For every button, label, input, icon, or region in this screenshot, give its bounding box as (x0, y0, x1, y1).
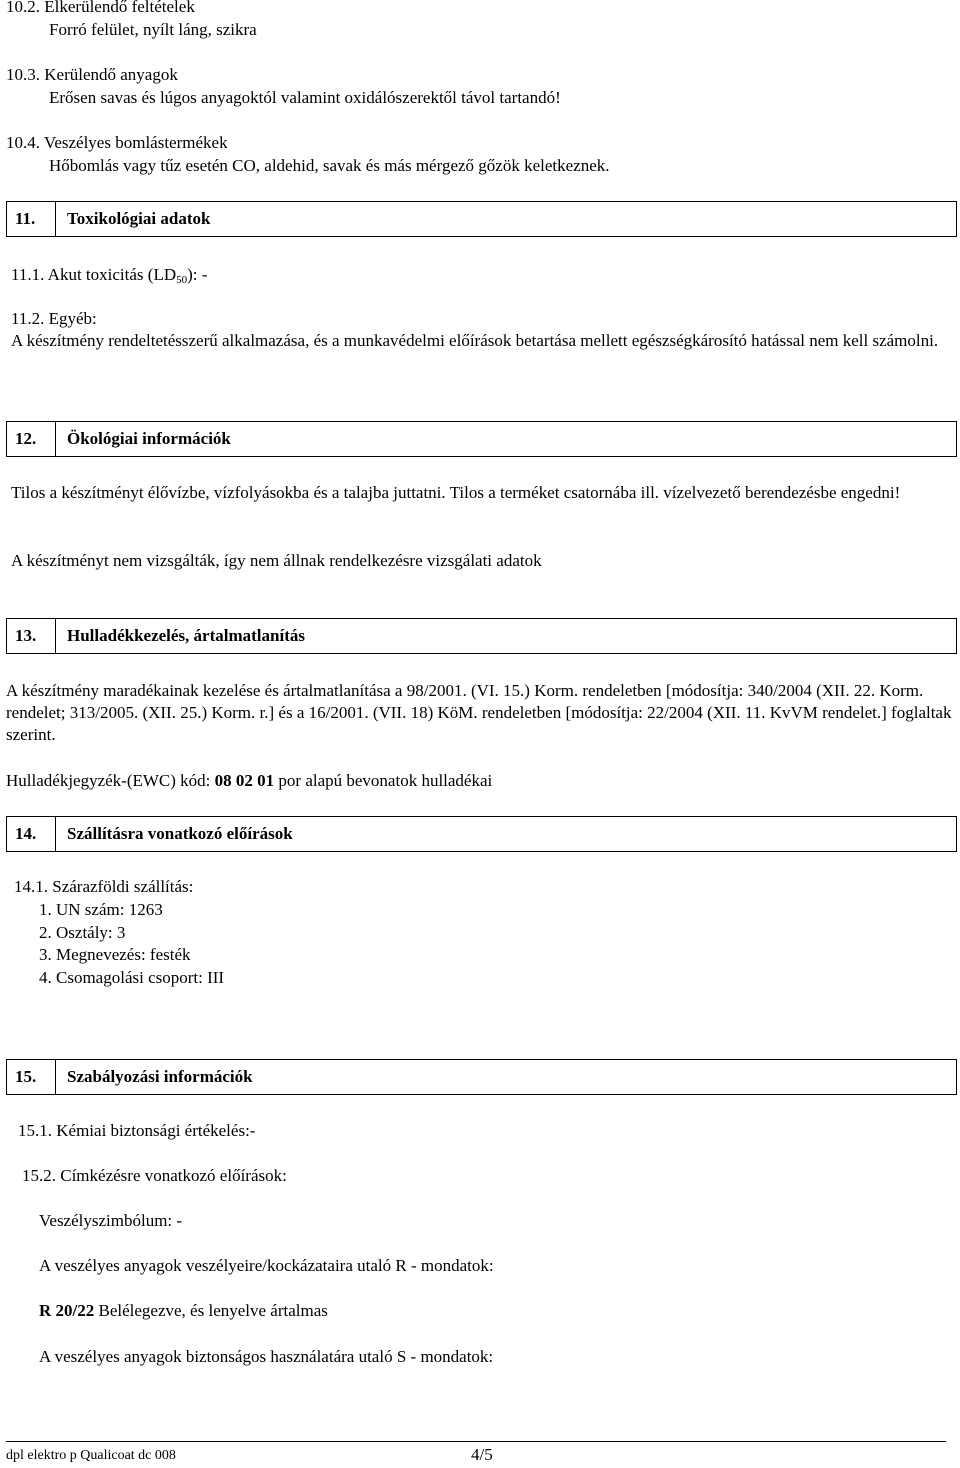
section-11-title: Toxikológiai adatok (67, 209, 211, 228)
section-14-number: 14. (7, 817, 56, 851)
s14-1-heading: 14.1. Szárazföldi szállítás: (14, 877, 194, 896)
section-15-header (6, 1059, 957, 1095)
section-13-number: 13. (7, 619, 56, 653)
section-15-title: Szabályozási információk (67, 1067, 253, 1086)
s14-item-3: 3. Megnevezés: festék (39, 945, 191, 964)
s13-ewc-code: 08 02 01 (214, 771, 275, 790)
section-15-number: 15. (7, 1060, 56, 1094)
s15-hazard-symbol: Veszélyszimbólum: - (39, 1211, 183, 1230)
section-14-title: Szállításra vonatkozó előírások (67, 824, 293, 843)
s12-paragraph-1: Tilos a készítményt élővízbe, vízfolyásokba és a talajba juttatni. Tilos a terméket csatornába ill. vízelvezető berendezésbe engedni! (11, 483, 901, 502)
s10-3-heading: 10.3. Kerülendő anyagok (6, 65, 178, 84)
section-12-number: 12. (7, 422, 56, 456)
s14-item-1: 1. UN szám: 1263 (39, 900, 163, 919)
s11-1-line (11, 264, 207, 286)
section-13-title: Hulladékkezelés, ártalmatlanítás (67, 626, 305, 645)
s10-2-text: Forró felület, nyílt láng, szikra (49, 20, 257, 39)
s13-paragraph-1: A készítmény maradékainak kezelése és ártalmatlanítása a 98/2001. (VI. 15.) Korm. rendeletben [módosítja: 340/2004 (XII. 22. Korm. rendelet; 313/2005. (XII. 25.) Korm. r.] és a 16/2001. (VII. 18) KöM. rendeletben [módosítja: 22/2004 (XII. 11. KvVM rendelet.] foglaltak szerint. (6, 681, 952, 744)
s15-1-line: 15.1. Kémiai biztonsági értékelés:- (18, 1121, 256, 1140)
s15-r-phrases-heading: A veszélyes anyagok veszélyeire/kockázataira utaló R - mondatok: (39, 1256, 494, 1275)
footer-divider (6, 1441, 946, 1442)
s10-3-text: Erősen savas és lúgos anyagoktól valamint oxidálószerektől távol tartandó! (49, 88, 561, 107)
s10-2-heading: 10.2. Elkerülendő feltételek (6, 0, 195, 16)
s15-r-phrase (39, 1300, 328, 1322)
s13-ewc-label: Hulladékjegyzék-(EWC) kód: (6, 771, 215, 790)
s14-item-4: 4. Csomagolási csoport: III (39, 968, 225, 987)
s10-4-text: Hőbomlás vagy tűz esetén CO, aldehid, savak és más mérgező gőzök keletkeznek. (49, 156, 610, 175)
section-12-header (6, 421, 957, 457)
s15-r-text: Belélegezve, és lenyelve ártalmas (94, 1301, 328, 1320)
section-14-header (6, 816, 957, 852)
s11-1-prefix: 11.1. Akut toxicitás (LD (11, 265, 177, 284)
section-13-header (6, 618, 957, 654)
s14-item-2: 2. Osztály: 3 (39, 923, 126, 942)
s13-ewc-line (6, 770, 492, 792)
section-11-number: 11. (7, 202, 56, 236)
s13-ewc-description: por alapú bevonatok hulladékai (274, 771, 493, 790)
s15-2-line: 15.2. Címkézésre vonatkozó előírások: (22, 1166, 287, 1185)
s11-2-heading: 11.2. Egyéb: (11, 309, 97, 328)
s12-paragraph-2: A készítményt nem vizsgálták, így nem állnak rendelkezésre vizsgálati adatok (11, 551, 542, 570)
s10-4-heading: 10.4. Veszélyes bomlástermékek (6, 133, 228, 152)
s15-r-code: R 20/22 (39, 1301, 95, 1320)
s15-s-phrases-heading: A veszélyes anyagok biztonságos használatára utaló S - mondatok: (39, 1347, 494, 1366)
s11-1-suffix: ): - (187, 265, 208, 284)
s11-2-text: A készítmény rendeltetésszerű alkalmazása, és a munkavédelmi előírások betartása mellett egészségkárosító hatással nem kell számolni. (11, 331, 939, 350)
section-11-header (6, 201, 957, 237)
footer-page-number: 4/5 (471, 1445, 493, 1464)
footer-document-name: dpl elektro p Qualicoat dc 008 (6, 1448, 176, 1463)
section-12-title: Ökológiai információk (67, 429, 231, 448)
s11-1-subscript: 50 (176, 274, 188, 286)
